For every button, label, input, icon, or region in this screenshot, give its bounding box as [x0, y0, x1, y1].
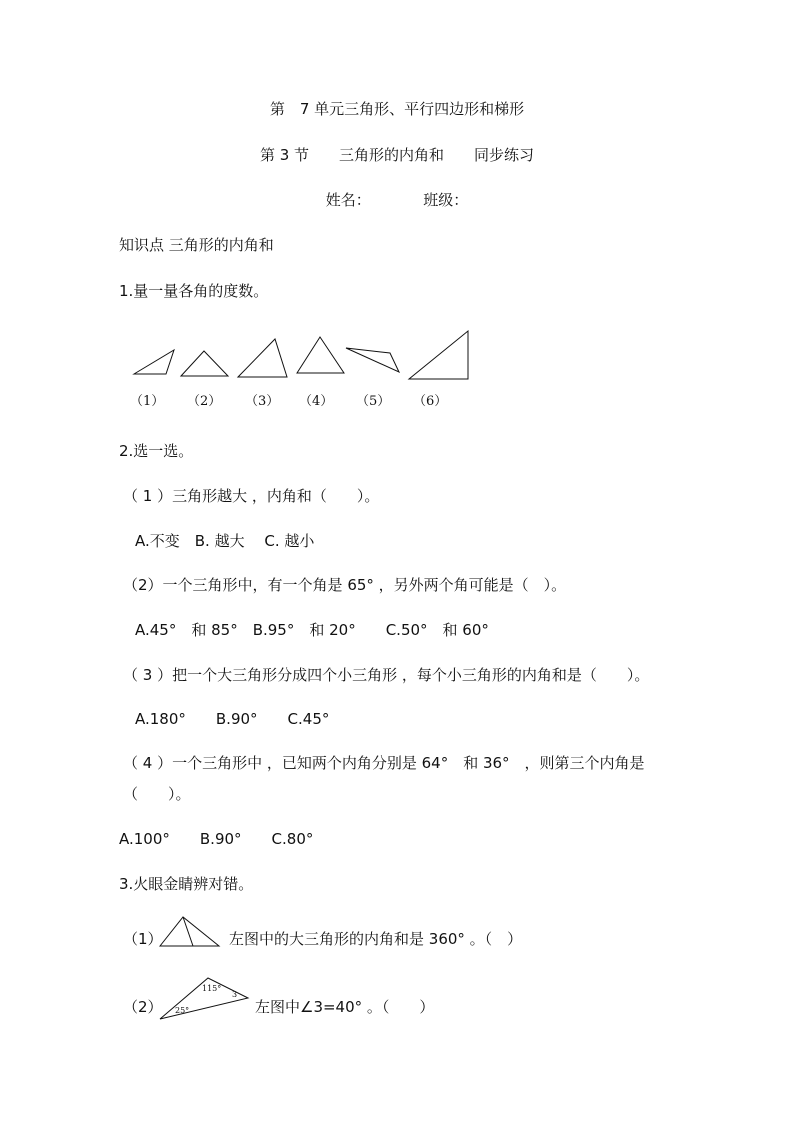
angle-label-25: 25°: [175, 1006, 190, 1015]
figure-label-4: （4）: [299, 394, 334, 409]
section-title: 知识点 三角形的内角和: [119, 236, 274, 254]
angle-label-115: 115°: [202, 984, 222, 993]
q2-stem: 2.选一选。: [119, 442, 194, 460]
q2-item-2-question: （2）一个三角形中，有一个角是 65° ，另外两个角可能是（ ）。: [123, 576, 567, 594]
q3-item-2-label: （2）: [123, 998, 163, 1016]
q3-item-1-statement: 左图中的大三角形的内角和是 360° 。（ ）: [229, 930, 523, 948]
q2-item-4-question-line2: （ ）。: [123, 785, 191, 803]
q3-stem: 3.火眼金睛辨对错。: [119, 875, 254, 893]
student-fields: 姓名： 班级：: [325, 191, 469, 209]
q2-item-1-question: （ 1 ）三角形越大 ，内角和（ ）。: [123, 487, 380, 505]
q2-item-4-options: A.100° B.90° C.80°: [119, 830, 314, 848]
q2-item-3-options: A.180° B.90° C.45°: [135, 710, 330, 728]
q2-item-1-options: A.不变 B. 越大 C. 越小: [135, 532, 315, 550]
figure-label-6: （6）: [413, 394, 448, 409]
q2-item-2-options: A.45° 和 85° B.95° 和 20° C.50° 和 60°: [135, 621, 489, 639]
figure-label-3: （3）: [245, 394, 280, 409]
q2-item-3-question: （ 3 ）把一个大三角形分成四个小三角形 ，每个小三角形的内角和是（ ）。: [123, 666, 650, 684]
lesson-title: 第 3 节 三角形的内角和 同步练习: [259, 146, 535, 164]
q3-item-1-label: （1）: [123, 930, 163, 948]
q3-item-2-statement: 左图中∠3=40° 。（ ）: [255, 998, 435, 1016]
figure-label-1: （1）: [130, 394, 165, 409]
q2-item-4-question-line1: （ 4 ）一个三角形中 ，已知两个内角分别是 64° 和 36° ，则第三个内角是: [123, 754, 645, 772]
q1-stem: 1.量一量各角的度数。: [119, 282, 269, 300]
unit-title: 第 7 单元三角形、平行四边形和梯形: [269, 100, 525, 118]
figure-label-2: （2）: [187, 394, 222, 409]
figure-label-5: （5）: [356, 394, 391, 409]
angle-label-3: 3: [232, 990, 238, 999]
